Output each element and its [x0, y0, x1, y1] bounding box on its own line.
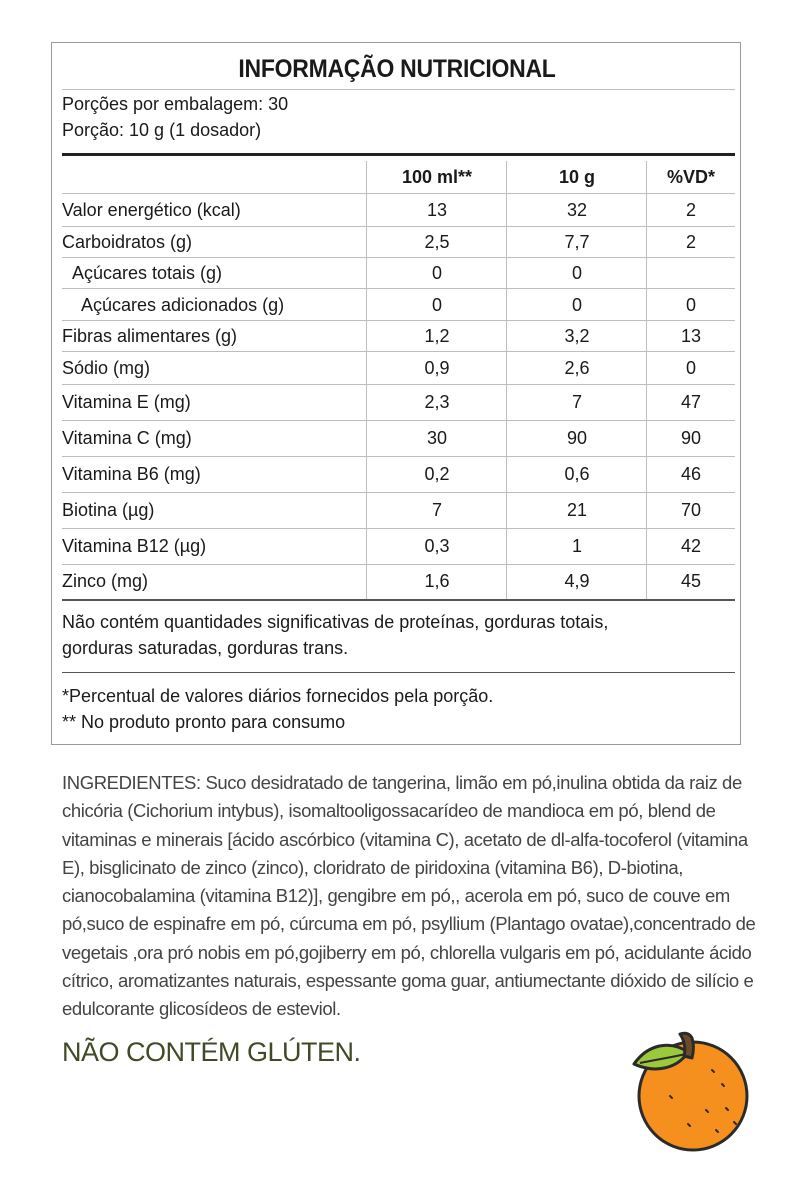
value-dv: 47 — [680, 392, 702, 412]
nutrient-label: Açúcares totais (g) — [72, 262, 223, 283]
table-row — [62, 528, 735, 564]
value-dv: 0 — [685, 294, 696, 315]
column-header-label — [62, 161, 367, 193]
nutrient-label: Vitamina C (mg) — [62, 427, 192, 448]
footnote-ready: ** No produto pronto para consumo — [62, 712, 346, 732]
table-row — [62, 456, 735, 492]
not-significant-note — [62, 609, 608, 661]
value-portion: 0,6 — [564, 463, 590, 484]
nutrient-label: Valor energético (kcal) — [62, 199, 241, 220]
value-dv: 0 — [685, 357, 696, 378]
value-100ml: 1,2 — [424, 325, 450, 346]
thick-divider — [62, 153, 735, 156]
table-row — [62, 320, 735, 352]
value-100ml: 0,9 — [424, 357, 450, 378]
ingredients-line: cítrico, aromatizantes naturais, espessante goma guar, antiumectante dióxido de silício e — [62, 970, 754, 992]
table-row — [62, 289, 735, 321]
value-100ml: 13 — [426, 199, 448, 220]
footnotes — [62, 683, 493, 735]
value-100ml: 2,5 — [424, 231, 450, 252]
nutrient-label: Biotina (µg) — [62, 499, 155, 520]
value-portion: 7 — [571, 392, 582, 412]
value-portion: 7,7 — [564, 231, 590, 252]
nutrient-label: Carboidratos (g) — [62, 231, 193, 252]
value-dv: 45 — [680, 571, 702, 591]
value-100ml: 0,2 — [424, 463, 450, 484]
value-portion: 0 — [571, 262, 582, 283]
serving-size: Porção: 10 g (1 dosador) — [62, 120, 262, 140]
column-header-dv: %VD* — [666, 166, 715, 187]
nutrient-label: Vitamina B6 (mg) — [62, 463, 201, 484]
note-line: gorduras saturadas, gorduras trans. — [62, 638, 349, 658]
value-dv: 90 — [680, 427, 702, 448]
column-divider — [646, 161, 647, 599]
value-portion: 2,6 — [564, 357, 590, 378]
value-dv: 46 — [680, 463, 702, 484]
value-100ml: 2,3 — [424, 392, 450, 412]
value-100ml: 7 — [431, 499, 442, 520]
table-row — [62, 420, 735, 456]
ingredients-line: cianocobalamina (vitamina B12)], gengibre em pó,, acerola em pó, suco de couve em — [62, 885, 730, 907]
table-row — [62, 352, 735, 384]
value-dv: 70 — [680, 499, 702, 520]
value-dv: 2 — [685, 231, 696, 252]
value-100ml: 0 — [431, 294, 442, 315]
footnote-dv: *Percentual de valores diários fornecidos pela porção. — [62, 686, 494, 706]
ingredients-line: edulcorante glicosídeos de esteviol. — [62, 998, 341, 1020]
divider — [62, 672, 735, 673]
value-portion: 0 — [571, 294, 582, 315]
nutrient-label: Fibras alimentares (g) — [62, 325, 238, 346]
value-dv: 2 — [685, 199, 696, 220]
value-portion: 4,9 — [564, 571, 590, 591]
value-100ml: 1,6 — [424, 571, 450, 591]
nutrient-label: Zinco (mg) — [62, 571, 149, 591]
table-row — [62, 492, 735, 528]
value-100ml: 0,3 — [424, 535, 450, 556]
column-header-100ml: 100 ml** — [401, 166, 473, 187]
nutrition-facts-panel — [51, 42, 741, 745]
nutrient-label: Sódio (mg) — [62, 357, 151, 378]
value-portion: 90 — [566, 427, 588, 448]
value-100ml: 30 — [426, 427, 448, 448]
value-dv: 42 — [680, 535, 702, 556]
ingredients-line: pó,suco de espinafre em pó, cúrcuma em pó, psyllium (Plantago ovatae),concentrado de — [62, 913, 756, 935]
value-portion: 3,2 — [564, 325, 590, 346]
column-divider — [506, 161, 507, 599]
servings-per-pack: Porções por embalagem: 30 — [62, 94, 289, 114]
orange-fruit-icon — [626, 1026, 756, 1156]
ingredients-line: E), bisglicinato de zinco (zinco), cloridrato de piridoxina (vitamina B6), D-biotina, — [62, 856, 683, 878]
value-100ml: 0 — [431, 262, 442, 283]
value-dv — [647, 257, 735, 289]
table-row — [62, 226, 735, 258]
table-row — [62, 564, 735, 599]
column-divider — [366, 161, 367, 599]
value-portion: 32 — [566, 199, 588, 220]
table-bottom-rule — [62, 599, 735, 601]
divider — [62, 89, 735, 90]
value-portion: 21 — [566, 499, 588, 520]
table-row — [62, 194, 735, 226]
value-dv: 13 — [680, 325, 702, 346]
gluten-free-warning: NÃO CONTÉM GLÚTEN. — [62, 1037, 361, 1067]
nutrient-label: Açúcares adicionados (g) — [81, 294, 285, 315]
ingredients-list — [62, 769, 762, 1024]
nutrient-label: Vitamina E (mg) — [62, 392, 191, 412]
note-line: Não contém quantidades significativas de proteínas, gorduras totais, — [62, 612, 609, 632]
nutrition-title: INFORMAÇÃO NUTRICIONAL — [238, 55, 556, 83]
ingredients-line: vegetais ,ora pró nobis em pó,gojiberry em pó, chlorella vulgaris em pó, acidulante ácido — [62, 941, 752, 963]
table-row — [62, 385, 735, 420]
ingredients-line: INGREDIENTES: Suco desidratado de tangerina, limão em pó,inulina obtida da raiz de — [62, 772, 742, 793]
ingredients-line: chicória (Cichorium intybus), isomaltooligossacarídeo de mandioca em pó, blend de — [62, 800, 716, 822]
ingredients-line: vitaminas e minerais [ácido ascórbico (vitamina C), acetato de dl-alfa-tocoferol (vitamina — [62, 828, 748, 850]
value-portion: 1 — [571, 535, 582, 556]
nutrient-label: Vitamina B12 (µg) — [62, 535, 207, 556]
table-row — [62, 257, 735, 289]
table-header — [62, 161, 735, 193]
column-header-portion: 10 g — [558, 166, 596, 187]
